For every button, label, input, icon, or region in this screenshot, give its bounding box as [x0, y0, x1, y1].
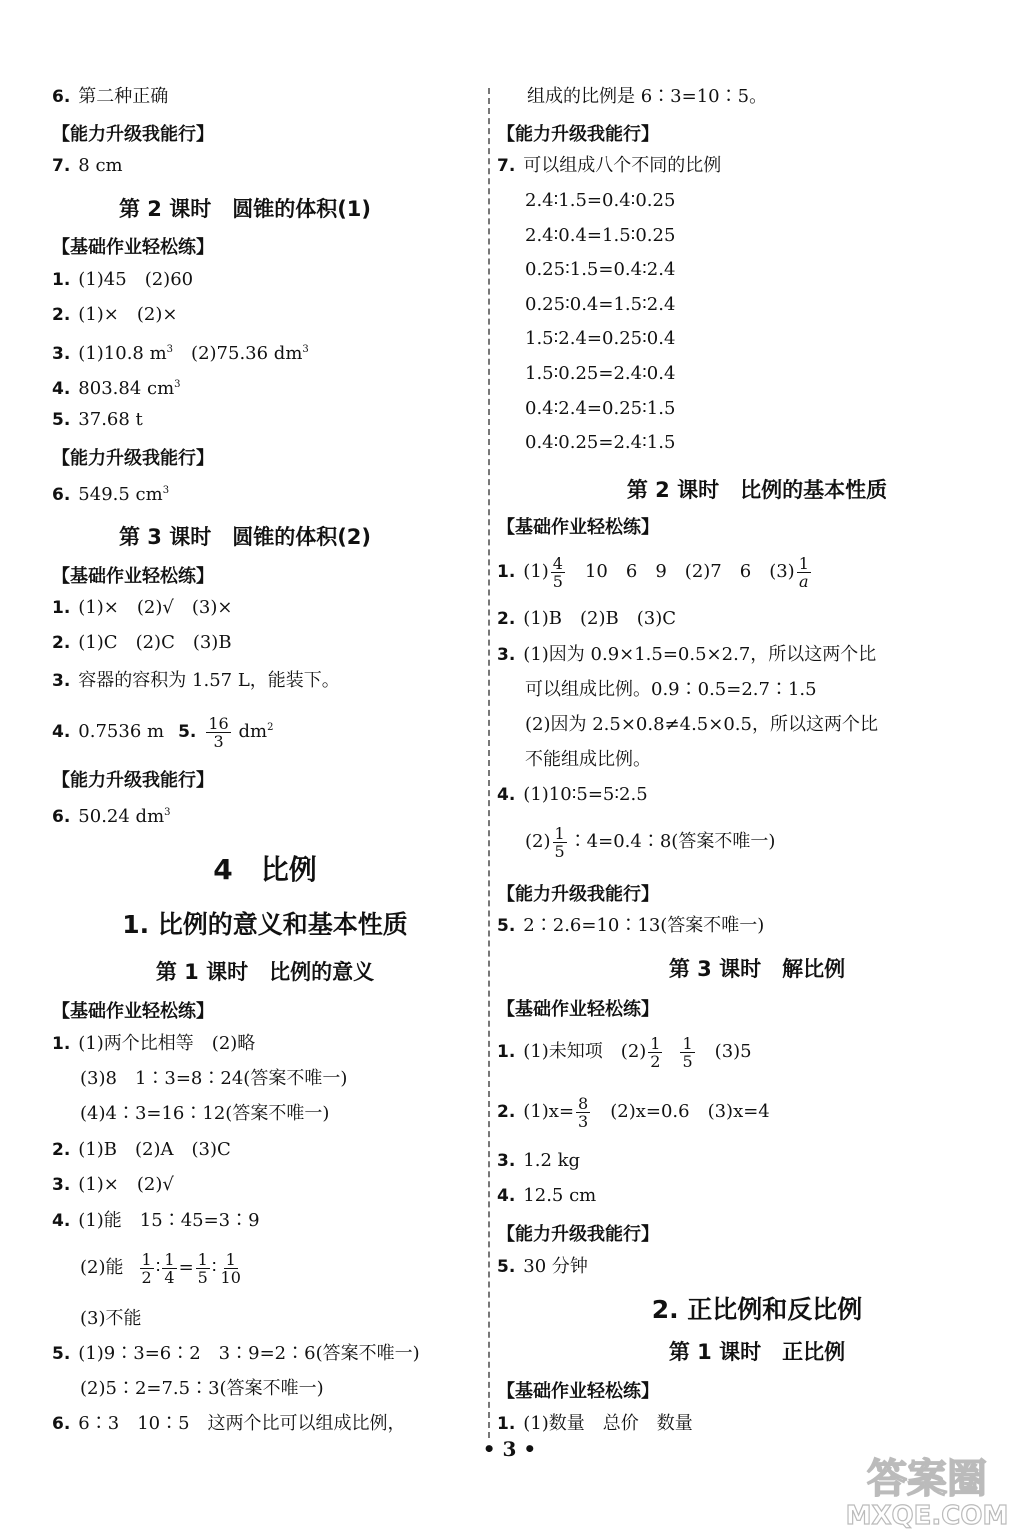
section-label: 【能力升级我能行】 — [52, 770, 214, 791]
superscript: 3 — [164, 807, 171, 818]
denominator: 5 — [554, 841, 565, 861]
answer-line: (3)不能 — [80, 1308, 142, 1329]
fraction — [648, 1035, 662, 1070]
section-label: 【能力升级我能行】 — [497, 1224, 659, 1245]
answer-text: (2) — [525, 831, 551, 852]
item-number: 1. — [497, 562, 516, 582]
answer-text: (1)45 (2)60 — [78, 269, 194, 290]
section-heading: 1. 比例的意义和基本性质 — [122, 910, 408, 939]
answer-line: (4)4∶3=16∶12(答案不唯一) — [80, 1103, 330, 1124]
item-number: 5. — [52, 410, 71, 430]
superscript: 3 — [166, 344, 174, 355]
lesson-heading: 第 3 课时 圆锥的体积(2) — [118, 525, 372, 549]
answer-text: (1)C (2)C (3)B — [78, 632, 232, 653]
denominator: 3 — [213, 731, 224, 751]
fraction — [219, 1251, 243, 1286]
answer-line — [497, 608, 676, 630]
section-label: 【基础作业轻松练】 — [497, 999, 659, 1020]
answer-line — [52, 269, 193, 291]
item-number: 3. — [52, 1175, 71, 1195]
item-number: 5. — [497, 916, 516, 936]
answer-text: (1)因为 0.9×1.5=0.5×2.7，所以这两个比 — [523, 644, 877, 665]
item-number: 2. — [497, 1102, 516, 1122]
lesson-heading: 第 1 课时 比例的意义 — [155, 960, 375, 984]
answer-line — [52, 670, 340, 692]
answer-text: (1)数量 总价 数量 — [523, 1413, 693, 1434]
item-number: 2. — [52, 633, 71, 653]
proportion-line: 1.5∶2.4=0.25∶0.4 — [525, 328, 676, 350]
unit: dm — [238, 721, 268, 742]
answer-text: ∶4=0.4∶8(答案不唯一) — [568, 831, 776, 852]
answer-text: (2)75.36 dm — [173, 343, 303, 364]
denominator: a — [799, 571, 809, 591]
answer-line — [497, 1185, 596, 1207]
item-number: 3. — [52, 671, 71, 691]
denominator: 3 — [578, 1111, 589, 1131]
answer-text: 容器的容积为 1.57 L，能装下。 — [78, 670, 340, 691]
item-number: 5. — [497, 1257, 516, 1277]
answer-line — [52, 409, 143, 431]
item-number: 6. — [52, 807, 71, 827]
answer-line — [525, 822, 775, 862]
answer-line — [52, 1174, 174, 1196]
fraction — [162, 1251, 176, 1286]
item-number: 4. — [52, 379, 71, 399]
answer-line — [497, 1150, 580, 1172]
answer-text: 37.68 t — [78, 409, 143, 430]
answer-line — [497, 552, 813, 592]
answer-line — [52, 480, 169, 506]
answer-text: 803.84 cm — [78, 378, 175, 399]
section-label: 【基础作业轻松练】 — [497, 1381, 659, 1402]
item-number: 3. — [497, 645, 516, 665]
section-label: 【能力升级我能行】 — [497, 124, 659, 145]
item-number: 4. — [52, 722, 71, 742]
answer-line — [52, 1343, 420, 1365]
answer-line — [52, 1413, 406, 1435]
answer-text: 10 6 9 (2)7 6 (3) — [566, 561, 795, 582]
denominator: 2 — [141, 1267, 152, 1287]
item-number: 1. — [497, 1414, 516, 1434]
denominator: 10 — [220, 1267, 241, 1287]
answer-text: (3)5 — [696, 1041, 752, 1062]
answer-text: 6∶3 10∶5 这两个比可以组成比例， — [78, 1413, 406, 1434]
answer-text: (1)两个比相等 (2)略 — [78, 1033, 256, 1054]
watermark-logo — [842, 1450, 1012, 1530]
ratio-sign: ∶ — [211, 1257, 217, 1278]
answer-text: (1)× (2)√ — [78, 1174, 174, 1195]
answer-line — [497, 1413, 693, 1435]
denominator: 5 — [682, 1051, 693, 1071]
proportion-line: 0.25∶1.5=0.4∶2.4 — [525, 259, 676, 281]
page-number: • 3 • — [482, 1437, 537, 1461]
numerator: 1 — [682, 1033, 693, 1053]
section-label: 【基础作业轻松练】 — [52, 1001, 214, 1022]
superscript: 2 — [267, 722, 274, 733]
answer-line: 不能组成比例。 — [525, 749, 651, 770]
answer-text: 0.7536 m — [78, 721, 165, 742]
item-number: 1. — [497, 1042, 516, 1062]
watermark-bottom-text: MXQE.COM — [845, 1501, 1009, 1530]
answer-line: (2)因为 2.5×0.8≠4.5×0.5，所以这两个比 — [525, 714, 878, 735]
equals-sign: = — [178, 1257, 194, 1278]
answer-text: (1)× (2)√ (3)× — [78, 597, 233, 618]
numerator: 1 — [798, 553, 809, 573]
item-number: 1. — [52, 1034, 71, 1054]
fraction — [140, 1251, 154, 1286]
section-label: 【基础作业轻松练】 — [52, 566, 214, 587]
item-number: 2. — [52, 1140, 71, 1160]
answer-line: (3)8 1∶3=8∶24(答案不唯一) — [80, 1068, 348, 1089]
answer-text: (2)能 — [80, 1257, 124, 1278]
item-number: 5. — [52, 1344, 71, 1364]
numerator: 1 — [554, 823, 565, 843]
item-number: 7. — [52, 156, 71, 176]
proportion-line: 0.4∶0.25=2.4∶1.5 — [525, 432, 676, 454]
section-label: 【能力升级我能行】 — [52, 124, 214, 145]
ratio-sign: ∶ — [155, 1257, 161, 1278]
denominator: 4 — [164, 1267, 175, 1287]
item-number: 1. — [52, 598, 71, 618]
section-label: 【能力升级我能行】 — [52, 448, 214, 469]
numerator: 1 — [141, 1249, 152, 1269]
item-number: 4. — [497, 1186, 516, 1206]
answer-line — [497, 1032, 752, 1072]
answer-text: (1)10∶5=5∶2.5 — [523, 784, 648, 805]
item-number: 6. — [52, 87, 71, 107]
answer-line — [52, 339, 309, 365]
numerator: 16 — [208, 713, 229, 733]
answer-line — [497, 644, 876, 666]
answer-text: 12.5 cm — [523, 1185, 597, 1206]
answer-text: (1)未知项 (2) — [523, 1041, 647, 1062]
superscript: 3 — [162, 485, 170, 496]
numerator: 1 — [197, 1249, 208, 1269]
answer-text: (1)× (2)× — [78, 304, 178, 325]
watermark-top-text: 答案圈 — [867, 1456, 987, 1502]
fraction — [797, 555, 811, 590]
answer-line — [52, 1210, 260, 1232]
superscript: 3 — [174, 379, 181, 390]
item-number: 3. — [497, 1151, 516, 1171]
fraction — [196, 1251, 210, 1286]
answer-line — [52, 1033, 255, 1055]
answer-line: 可以组成比例。0.9∶0.5=2.7∶1.5 — [525, 679, 817, 700]
answer-line — [52, 374, 181, 400]
item-number: 2. — [497, 609, 516, 629]
item-number: 5. — [178, 722, 197, 742]
section-label: 【基础作业轻松练】 — [497, 517, 659, 538]
answer-line: 组成的比例是 6∶3=10∶5。 — [527, 86, 768, 107]
item-number: 1. — [52, 270, 71, 290]
numerator: 1 — [164, 1249, 175, 1269]
answer-line — [497, 155, 721, 177]
fraction — [551, 555, 565, 590]
answer-text: (1)x= — [523, 1101, 575, 1122]
item-number: 3. — [52, 344, 71, 364]
answer-line — [52, 1139, 231, 1161]
chapter-heading: 4 比例 — [213, 853, 317, 886]
answer-text: 50.24 dm — [78, 806, 165, 827]
superscript: 3 — [302, 344, 309, 355]
answer-line — [52, 155, 123, 177]
answer-line — [80, 1248, 245, 1288]
answer-text: 可以组成八个不同的比例 — [523, 155, 722, 176]
proportion-line: 0.25∶0.4=1.5∶2.4 — [525, 293, 676, 315]
answer-line — [497, 1092, 770, 1132]
answer-text: 1.2 kg — [523, 1150, 581, 1171]
proportion-line: 0.4∶2.4=0.25∶1.5 — [525, 397, 676, 419]
denominator: 5 — [552, 571, 563, 591]
answer-line: (2)5∶2=7.5∶3(答案不唯一) — [80, 1378, 324, 1399]
section-label: 【基础作业轻松练】 — [52, 237, 214, 258]
proportion-line: 1.5∶0.25=2.4∶0.4 — [525, 363, 676, 384]
answer-text: 第二种正确 — [78, 86, 169, 107]
answer-text: 30 分钟 — [523, 1256, 588, 1277]
answer-line — [497, 915, 764, 937]
item-number: 4. — [52, 1211, 71, 1231]
lesson-heading: 第 2 课时 比例的基本性质 — [626, 478, 888, 502]
numerator: 1 — [650, 1033, 661, 1053]
numerator: 4 — [552, 553, 563, 573]
lesson-heading: 第 3 课时 解比例 — [668, 957, 846, 981]
numerator: 8 — [578, 1093, 589, 1113]
fraction — [206, 715, 230, 750]
proportion-line: 2.4∶1.5=0.4∶0.25 — [525, 190, 676, 211]
answer-line — [52, 802, 171, 828]
answer-text: (2)x=0.6 (3)x=4 — [592, 1101, 770, 1122]
column-divider — [488, 88, 490, 1438]
answer-line — [52, 304, 177, 326]
answer-text: 549.5 cm — [78, 484, 163, 505]
answer-line — [497, 1256, 588, 1278]
answer-line — [52, 632, 232, 654]
fraction — [576, 1095, 590, 1130]
lesson-heading: 第 2 课时 圆锥的体积(1) — [118, 197, 372, 221]
answer-text: 8 cm — [78, 155, 123, 176]
item-number: 7. — [497, 156, 516, 176]
answer-line — [52, 86, 168, 108]
item-number: 6. — [52, 485, 71, 505]
denominator: 2 — [650, 1051, 661, 1071]
item-number: 6. — [52, 1414, 71, 1434]
answer-line — [52, 597, 232, 619]
section-label: 【能力升级我能行】 — [497, 884, 659, 905]
proportion-line: 2.4∶0.4=1.5∶0.25 — [525, 224, 676, 246]
answer-line — [497, 784, 648, 806]
numerator: 1 — [225, 1249, 236, 1269]
section-heading: 2. 正比例和反比例 — [651, 1295, 863, 1324]
fraction — [680, 1035, 694, 1070]
answer-text: (1) — [523, 561, 549, 582]
answer-text: (1)B (2)A (3)C — [78, 1139, 231, 1160]
answer-text: (1)10.8 m — [78, 343, 167, 364]
answer-line — [52, 708, 273, 752]
answer-text: (1)B (2)B (3)C — [523, 608, 677, 629]
item-number: 4. — [497, 785, 516, 805]
denominator: 5 — [197, 1267, 208, 1287]
answer-text: 2∶2.6=10∶13(答案不唯一) — [523, 915, 765, 936]
lesson-heading: 第 1 课时 正比例 — [668, 1340, 846, 1364]
answer-text: (1)能 15∶45=3∶9 — [78, 1210, 260, 1231]
item-number: 2. — [52, 305, 71, 325]
fraction — [553, 825, 567, 860]
answer-text: (1)9∶3=6∶2 3∶9=2∶6(答案不唯一) — [78, 1343, 420, 1364]
